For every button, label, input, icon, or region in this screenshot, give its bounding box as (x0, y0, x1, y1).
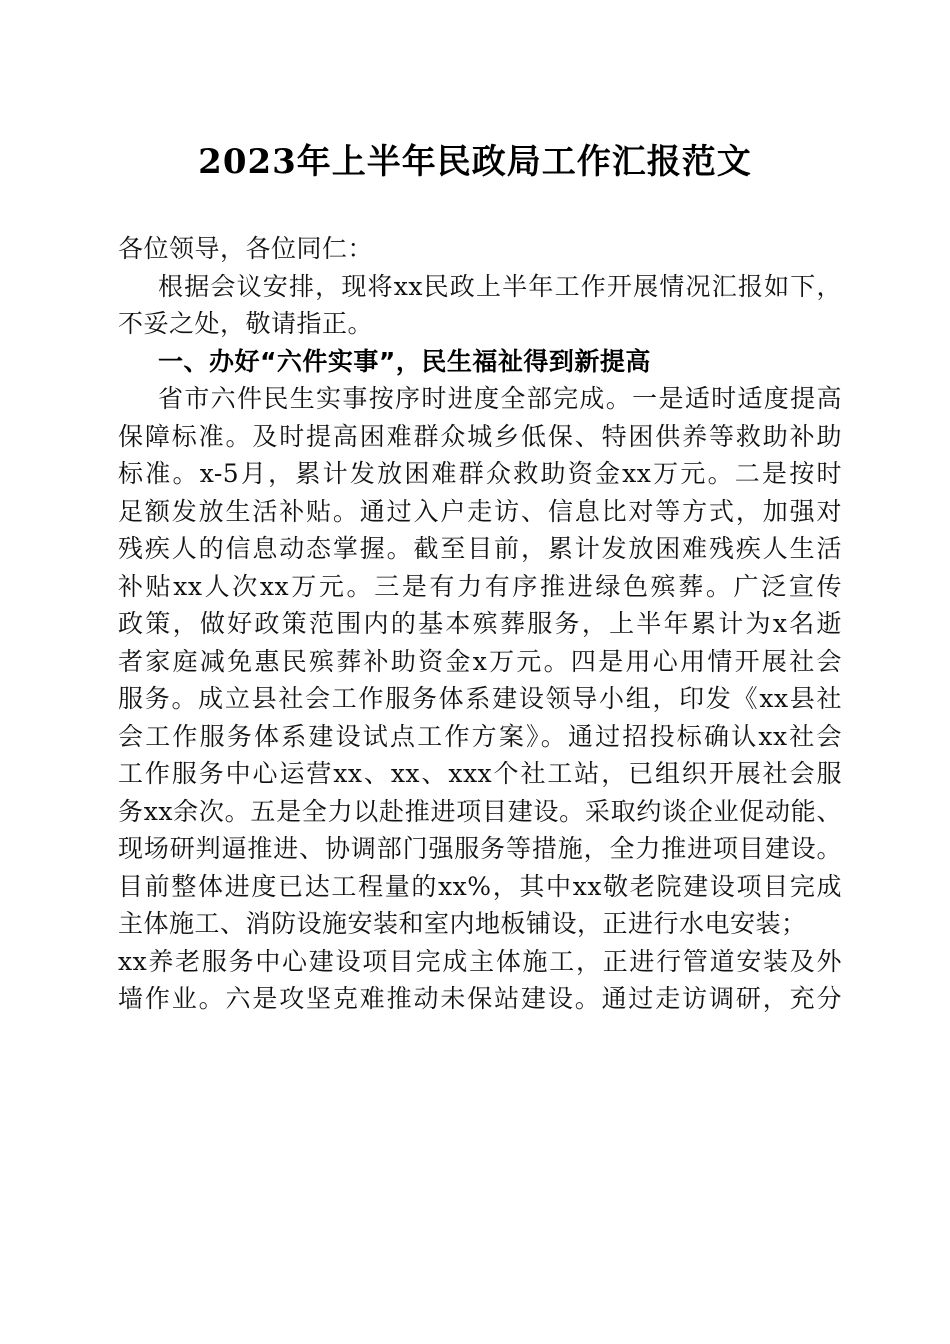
paragraph-line: 墙作业。六是攻坚克难推动未保站建设。通过走访调研，充分 (118, 984, 842, 1013)
paragraph-line: 标准。x-5月，累计发放困难群众救助资金xx万元。二是按时 (118, 459, 842, 488)
document-body (118, 230, 842, 1018)
paragraph-line: 保障标准。及时提高困难群众城乡低保、特困供养等救助补助 (118, 421, 842, 451)
section-heading: 一、办好“六件实事”，民生福祉得到新提高 (158, 346, 651, 376)
paragraph-line: 足额发放生活补贴。通过入户走访、信息比对等方式，加强对 (118, 496, 842, 526)
paragraph-line: 政策，做好政策范围内的基本殡葬服务，上半年累计为x名逝 (118, 609, 842, 638)
paragraph-line: xx养老服务中心建设项目完成主体施工，正进行管道安装及外 (118, 946, 842, 976)
paragraph-line: 会工作服务体系建设试点工作方案》。通过招投标确认xx社会 (118, 721, 842, 751)
paragraph-line: 者家庭减免惠民殡葬补助资金x万元。四是用心用情开展社会 (118, 646, 842, 676)
paragraph-line: 服务。成立县社会工作服务体系建设领导小组，印发《xx县社 (118, 684, 842, 713)
paragraph-line: 主体施工、消防设施安装和室内地板铺设，正进行水电安装； (118, 909, 807, 938)
salutation: 各位领导，各位同仁： (118, 234, 374, 263)
paragraph-line: 工作服务中心运营xx、xx、xxx个社工站，已组织开展社会服 (118, 759, 842, 788)
paragraph-line: 补贴xx人次xx万元。三是有力有序推进绿色殡葬。广泛宣传 (118, 571, 842, 601)
document-title: 2023年上半年民政局工作汇报范文 (198, 142, 752, 182)
paragraph-line: 残疾人的信息动态掌握。截至目前，累计发放困难残疾人生活 (118, 534, 842, 563)
paragraph-line: 务xx余次。五是全力以赴推进项目建设。采取约谈企业促动能、 (118, 796, 842, 826)
intro-line: 根据会议安排，现将xx民政上半年工作开展情况汇报如下， (158, 271, 842, 301)
paragraph-line: 现场研判逼推进、协调部门强服务等措施，全力推进项目建设。 (118, 834, 842, 863)
paragraph-line: 目前整体进度已达工程量的xx%，其中xx敬老院建设项目完成 (118, 871, 842, 901)
intro-line: 不妥之处，敬请指正。 (118, 309, 374, 338)
paragraph-line: 省市六件民生实事按序时进度全部完成。一是适时适度提高 (158, 384, 842, 413)
